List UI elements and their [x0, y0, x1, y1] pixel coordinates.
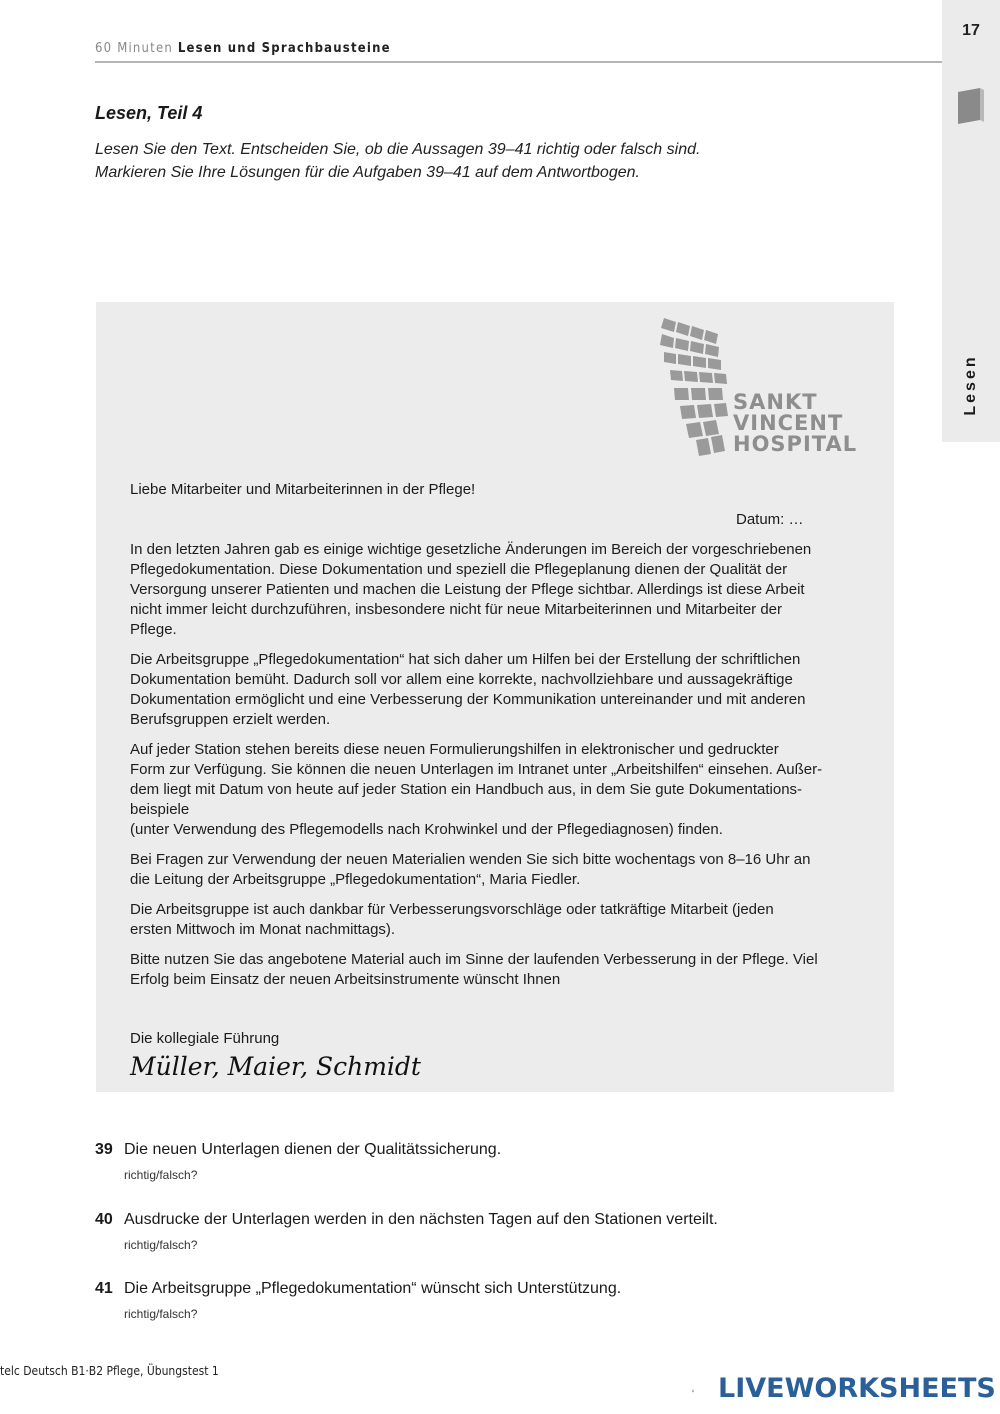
letter-paragraph: In den letzten Jahren gab es einige wichtige gesetzliche Änderungen im Bereich der vorgeschriebenen Pflegedokumentation. Diese Dokumentation und speziell die Pflegeplanung dienen der Qualität der Versorgung unserer Patienten und machen die Leistung der Pflege sichtbar. Allerdings ist diese Arbeit nicht immer leicht durchzuführen, insbesondere nicht für neue Mitarbeiterinnen und Mitarbeiter der Pflege. [130, 541, 812, 638]
question-answer-field[interactable]: richtig/falsch? [124, 1168, 198, 1182]
letter-paragraph: Die Arbeitsgruppe ist auch dankbar für Verbesserungsvorschläge oder tatkräftige Mitarbeit (jeden ersten Mittwoch im Monat nachmittags). [130, 901, 774, 938]
question-statement: Die Arbeitsgruppe „Pflegedokumentation“ wünscht sich Unterstützung. [124, 1280, 622, 1297]
question-number: 41 [95, 1280, 113, 1297]
letter-paragraph: Bitte nutzen Sie das angebotene Material auch im Sinne der laufenden Verbesserung in der Pflege. Viel Erfolg beim Einsatz der neuen Arbeitsinstrumente wünscht Ihnen [130, 951, 818, 988]
instruction-line: Lesen Sie den Text. Entscheiden Sie, ob die Aussagen 39–41 richtig oder falsch sind. [95, 141, 701, 158]
footer-text: telc Deutsch B1·B2 Pflege, Übungstest 1 [0, 1364, 219, 1378]
question-statement: Ausdrucke der Unterlagen werden in den nächsten Tagen auf den Stationen verteilt. [124, 1211, 718, 1228]
logo-line: SANKT [733, 390, 818, 414]
hospital-logo-text [733, 392, 857, 455]
question-number: 40 [95, 1211, 113, 1228]
side-tab-label-text: Lesen [962, 354, 979, 416]
book-icon [958, 88, 984, 124]
question-statement: Die neuen Unterlagen dienen der Qualitätssicherung. [124, 1141, 502, 1158]
letter-body [130, 540, 865, 1000]
letter-paragraph: Bei Fragen zur Verwendung der neuen Materialien wenden Sie sich bitte wochentags von 8–16 Uhr an die Leitung der Arbeitsgruppe „Pflegedokumentation“, Maria Fiedler. [130, 851, 811, 888]
logo-line: VINCENT [733, 411, 844, 435]
letter-salutation: Liebe Mitarbeiter und Mitarbeiterinnen in der Pflege! [130, 481, 476, 498]
running-header [95, 41, 391, 56]
letter-paragraph: Die Arbeitsgruppe „Pflegedokumentation“ hat sich daher um Hilfen bei der Erstellung der schriftlichen Dokumentation bemüht. Dadurch soll vor allem eine korrekte, nachvollziehbare und aussagekräftige Dokumentation ermöglicht und eine Verbesserung der Kommunikation untereinander und mit anderen Berufsgruppen erzielt werden. [130, 651, 806, 728]
letter-paragraph: Auf jeder Station stehen bereits diese neuen Formulierungshilfen in elektronischer und gedruckter Form zur Verfügung. Sie können die neuen Unterlagen im Intranet unter „Arbeitshilfen“ einsehen. Außer- dem liegt mit Datum von heute auf jeder Station ein Handbuch aus, in dem Sie gute Dokumentations- beispiele (unter Verwendung des Pflegemodells nach Krohwinkel und der Pflegediagnosen) finden. [130, 741, 823, 838]
letter-signature: Müller, Maier, Schmidt [130, 1052, 421, 1081]
section-title: Lesen, Teil 4 [95, 103, 203, 123]
question-answer-field[interactable]: richtig/falsch? [124, 1307, 198, 1321]
liveworksheets-brand[interactable]: LIVEWORKSHEETS [718, 1373, 996, 1404]
side-tab-label [948, 352, 994, 418]
header-prefix: 60 Minuten [95, 41, 173, 56]
question-number: 39 [95, 1141, 113, 1158]
instructions [95, 138, 700, 184]
instruction-line: Markieren Sie Ihre Lösungen für die Aufgaben 39–41 auf dem Antwortbogen. [95, 164, 640, 181]
letter-closing: Die kollegiale Führung [130, 1030, 280, 1047]
liveworksheets-logo-icon [692, 1376, 718, 1406]
header-divider [95, 61, 943, 63]
logo-line: HOSPITAL [733, 432, 858, 456]
header-title: Lesen und Sprachbausteine [177, 41, 391, 56]
question-answer-field[interactable]: richtig/falsch? [124, 1238, 198, 1252]
page-number: 17 [962, 22, 980, 39]
letter-date: Datum: … [736, 511, 804, 528]
